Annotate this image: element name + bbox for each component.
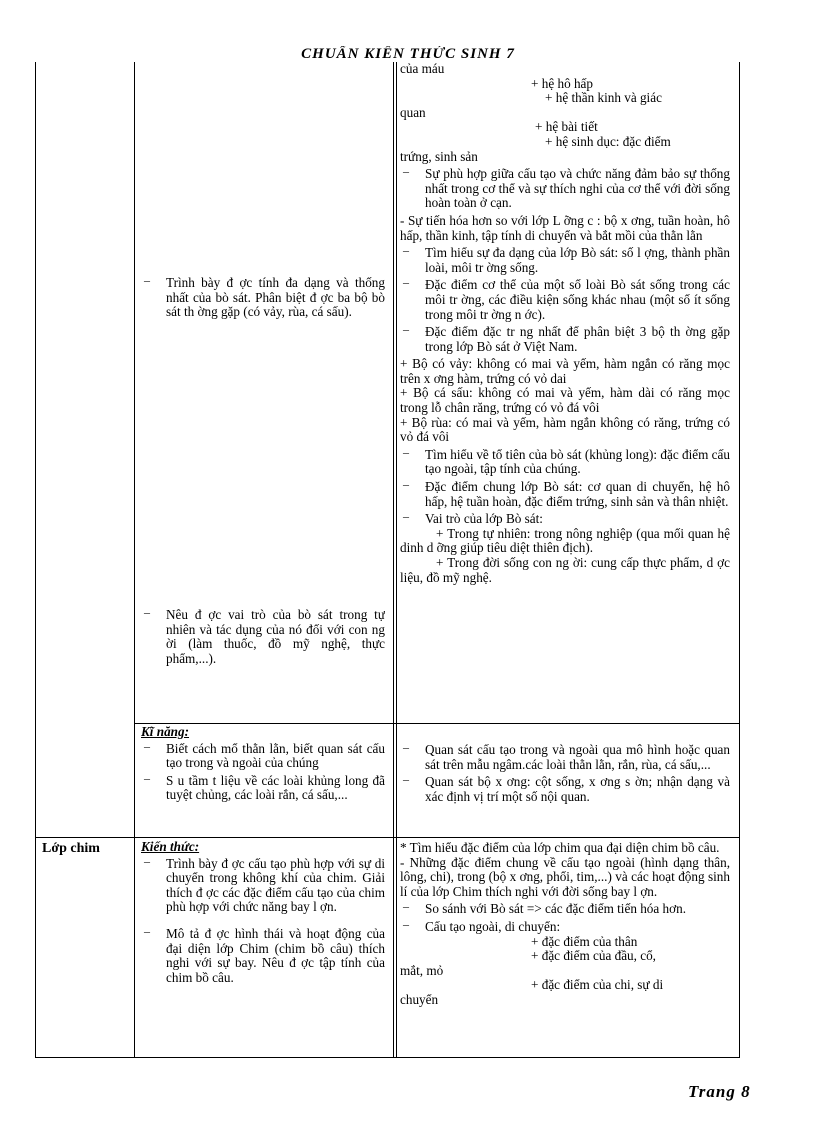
reptile-objectives-1 — [141, 276, 385, 323]
paragraph: - Sự tiến hóa hơn so với lớp L ỡng c : bộ x ơng, tuần hoàn, hô hấp, thần kinh, tập tính di chuyển và bắt mồi của thằn lằn — [400, 212, 730, 243]
text-line: của máu — [400, 62, 445, 76]
list-item: – S u tầm t liệu về các loài khủng long đã tuyệt chủng, các loài rắn, cá sấu,... — [144, 770, 385, 803]
table-border-left — [35, 62, 36, 1058]
text-line: + hệ bài tiết — [535, 119, 598, 135]
skills-right — [400, 743, 730, 836]
list-item: – So sánh với Bò sát => các đặc điểm tiến hóa hơn. — [403, 899, 687, 917]
list-item: – Nêu đ ợc vai trò của bò sát trong tự nhiên và tác dụng của nó đối với con ng ời (làm thuốc, đồ mỹ nghệ, thực phẩm,...). — [144, 608, 385, 666]
table-border-col2 — [393, 62, 394, 1058]
skills-heading: Kĩ năng: — [141, 725, 190, 739]
text-line: + đặc điểm của đầu, cổ, — [531, 948, 656, 964]
page-number: Trang 8 — [688, 1082, 751, 1101]
paragraph: + Bộ có vảy: không có mai và yếm, hàm ngắn có răng mọc trên x ơng hàm, trứng có vỏ dai — [400, 356, 730, 386]
row-divider-birds — [35, 837, 739, 838]
text-line: + hệ sinh dục: đặc điểm — [545, 133, 671, 149]
row-divider-skills — [134, 723, 739, 724]
birds-right — [400, 841, 730, 1059]
list-item: – Cấu tạo ngoài, di chuyển: — [403, 916, 561, 934]
list-item: – Trình bày đ ợc cấu tạo phù hợp với sự di chuyển trong không khí của chim. Giải thích đ ợc các đặc điểm cấu tạo của chim phù hợp với chức năng bay l ợn. — [144, 853, 385, 915]
table-border-right — [739, 62, 740, 1058]
reptile-objectives-2 — [141, 608, 385, 669]
list-item: – Mô tả đ ợc hình thái và hoạt động của đại diện lớp Chim (chim bồ câu) thích nghi với sự bay. Nêu đ ợc tập tính của chim bồ câu. — [144, 923, 385, 985]
list-item: – Trình bày đ ợc tính đa dạng và thống nhất của bò sát. Phân biệt đ ợc ba bộ bò sát th ờng gặp (có vảy, rùa, cá sấu). — [144, 276, 385, 320]
page-header: CHUẨN KIẾN THỨC SINH 7 — [301, 46, 515, 62]
text-line: chuyển — [400, 991, 439, 1007]
list-item: – Quan sát bộ x ơng: cột sống, x ơng s ờn; nhận dạng và xác định vị trí một số nội quan. — [403, 772, 730, 804]
table-border-col2b — [396, 62, 397, 1058]
list-item: – Đặc điểm chung lớp Bò sát: cơ quan di chuyển, hệ hô hấp, hệ tuần hoàn, đặc điểm trứng, sinh sản và thân nhiệt. — [403, 477, 730, 509]
paragraph: + Bộ rùa: có mai và yếm, hàm ngắn không có răng, trứng có vỏ đá vôi — [400, 414, 730, 445]
reptile-content — [400, 62, 730, 588]
knowledge-heading: Kiến thức: — [141, 840, 200, 854]
list-item: – Tìm hiểu về tổ tiên của bò sát (khủng long): đặc điểm cấu tạo ngoài, tập tính của chúng. — [403, 444, 730, 477]
text-line: + đặc điểm của chi, sự di — [531, 977, 664, 993]
text-line: + hệ hô hấp — [531, 75, 594, 91]
list-item: – Đặc điểm đặc tr ng nhất để phân biệt 3 bộ th ờng gặp trong lớp Bò sát ở Việt Nam. — [403, 322, 730, 354]
list-item: – Tìm hiểu sự đa dạng của lớp Bò sát: số l ợng, thành phần loài, môi tr ờng sống. — [403, 243, 730, 275]
paragraph: + Trong đời sống con ng ời: cung cấp thực phẩm, d ợc liệu, đồ mỹ nghệ. — [400, 555, 730, 585]
text-line: mắt, mỏ — [400, 962, 444, 978]
list-item: – Sự phù hợp giữa cấu tạo và chức năng đảm bảo sự thống nhất trong cơ thể và sự thích nghi của cơ thể với đời sống hoàn toàn ở cạn. — [403, 164, 730, 211]
list-item: – Quan sát cấu tạo trong và ngoài qua mô hình hoặc quan sát trên mẫu ngâm.các loài thằn lằn, rắn, rùa, cá sấu,... — [403, 743, 730, 772]
paragraph: + Bộ cá sấu: không có mai và yếm, hàm dài có răng mọc trong lỗ chân răng, trứng có vỏ đá vôi — [400, 385, 730, 416]
birds-left — [141, 840, 385, 988]
text-line: quan — [400, 104, 426, 120]
skills-left — [141, 725, 385, 806]
row-label-birds: Lớp chim — [42, 842, 100, 856]
paragraph: + Trong tự nhiên: trong nông nghiệp (qua mối quan hệ dinh d ỡng giúp tiêu diệt thiên địch). — [400, 525, 730, 556]
list-item: – Đặc điểm cơ thể của một số loài Bò sát sống trong các môi tr ờng, các điều kiện sống khác nhau (một số ít sống trong môi tr ờng n ớc). — [403, 275, 730, 322]
table-border-col1 — [134, 62, 135, 1058]
list-item: – Biết cách mổ thằn lằn, biết quan sát cấu tạo trong và ngoài của chúng — [144, 738, 385, 771]
text-line: + hệ thần kinh và giác — [545, 90, 662, 106]
list-item: – Vai trò của lớp Bò sát: — [403, 509, 543, 527]
paragraph: * Tìm hiểu đặc điểm của lớp chim qua đại diện chim bồ câu. — [400, 841, 720, 855]
text-line: trứng, sinh sản — [400, 148, 478, 164]
paragraph: - Những đặc điểm chung về cấu tạo ngoài (hình dạng thân, lông, chi), trong (bộ x ơng, phổi, tim,...) và các hoạt động sinh lí của lớp Chim thích nghi với đời sống bay l ợn. — [400, 854, 730, 899]
text-line: + đặc điểm của thân — [531, 933, 638, 949]
